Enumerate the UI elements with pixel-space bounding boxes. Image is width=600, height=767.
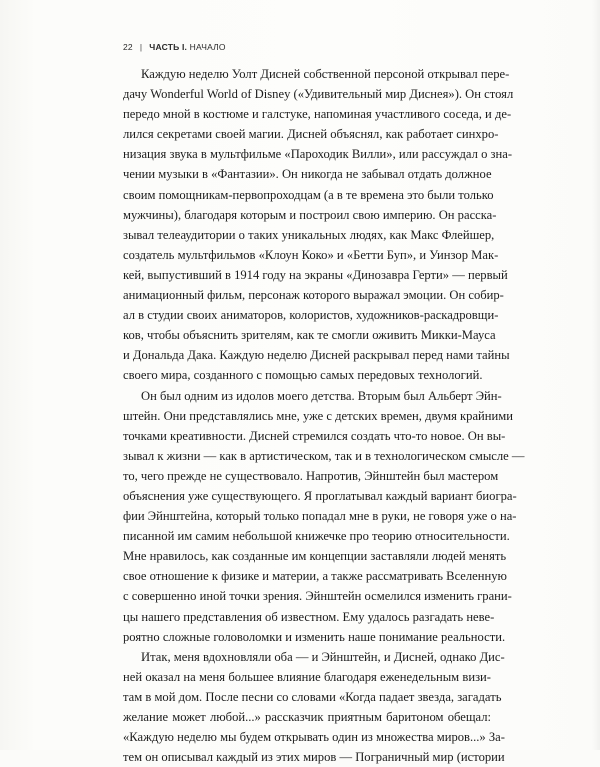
text-line: кей, выпустивший в 1914 году на экраны «Динозавра Герти» — первый <box>123 267 508 282</box>
text-line: тем он описывал каждый из этих миров — Пограничный мир (истории <box>123 750 505 765</box>
text-line: зывал телеаудитории о таких уникальных людях, как Макс Флейшер, <box>123 227 495 242</box>
text-line: писанной им самим небольшой книжечке про теорию относительности. <box>123 529 510 544</box>
page-edge-shadow <box>592 0 600 750</box>
text-line: свое отношение к физике и материи, а также рассматривать Вселенную <box>123 569 507 584</box>
text-line: фии Эйнштейна, который только попадал мне в руки, не говоря уже о на- <box>123 509 517 524</box>
text-line: своим помощникам-первопроходцам (а в те времена это были только <box>123 187 494 202</box>
text-line: и Дональда Дака. Каждую неделю Дисней раскрывал перед нами тайны <box>123 348 510 363</box>
text-line: Каждую неделю Уолт Дисней собственной персоной открывал пере- <box>141 67 510 81</box>
text-line: точками креативности. Дисней стремился создать что-то новое. Он вы- <box>123 428 506 443</box>
body-text <box>123 64 525 767</box>
text-line: Итак, меня вдохновляли оба — и Эйнштейн, и Дисней, однако Дис- <box>141 649 505 664</box>
text-line: с совершенно иной точки зрения. Эйнштейн осмелился изменить грани- <box>123 589 512 604</box>
text-line: там в мой дом. После песни со словами «Когда падает звезда, загадать <box>123 689 502 704</box>
text-line: дачу Wonderful World of Disney («Удивительный мир Диснея»). Он стоял <box>123 87 514 102</box>
text-line: Он был одним из идолов моего детства. Вторым был Альберт Эйн- <box>141 388 502 403</box>
text-line: чении музыки в «Фантазии». Он никогда не забывал отдать должное <box>123 167 492 182</box>
page-number: 22 <box>123 42 133 52</box>
text-line: то, чего прежде не существовало. Напротив, Эйнштейн был мастером <box>123 468 499 483</box>
text-line: зывал к жизни — как в артистическом, так и в технологическом смысле — <box>123 448 525 463</box>
text-line: желание может любой...» рассказчик приятным баритоном обещал: <box>123 710 491 724</box>
running-head-separator: | <box>139 42 143 52</box>
text-line: роятно сложные головоломки и изменить наше понимание реальности. <box>123 629 506 644</box>
text-line: цы нашего представления об известном. Ему удалось разгадать неве- <box>123 609 495 624</box>
text-line: ал в студии своих аниматоров, колористов, художников-раскадровщи- <box>123 308 499 323</box>
section-title: НАЧАЛО <box>189 42 226 52</box>
text-line: штейн. Они представлялись мне, уже с детских времен, двумя крайними <box>123 408 513 423</box>
text-line: объяснения уже существующего. Я проглатывал каждый вариант биогра- <box>123 488 517 503</box>
text-line: ней оказал на меня большее влияние благодаря еженедельным визи- <box>123 669 491 684</box>
text-line: мужчины), благодаря которым и построил свою империю. Он расска- <box>123 207 497 222</box>
text-line: «Каждую неделю мы будем открывать один из множества миров...» За- <box>123 730 505 745</box>
text-line: создатель мультфильмов «Клоун Коко» и «Бетти Буп», и Уинзор Мак- <box>123 247 499 262</box>
text-line: передо мной в костюме и галстуке, напоминая участливого соседа, и де- <box>123 107 512 122</box>
text-line: ков, чтобы объяснить зрителям, как те смогли оживить Микки-Мауса <box>123 328 496 343</box>
running-head <box>123 42 226 52</box>
text-line: своего мира, созданного с помощью самых передовых технологий. <box>123 368 483 383</box>
text-line: анимационный фильм, персонаж которого выражал эмоции. Он собир- <box>123 288 504 303</box>
text-line: лился секретами своей магии. Дисней объяснял, как работает синхро- <box>123 127 499 142</box>
text-line: Мне нравилось, как созданные им концепции заставляли людей менять <box>123 549 507 564</box>
text-line: низация звука в мультфильме «Пароходик Вилли», или рассуждал о зна- <box>123 147 513 162</box>
chapter-label: ЧАСТЬ I. <box>149 42 188 52</box>
